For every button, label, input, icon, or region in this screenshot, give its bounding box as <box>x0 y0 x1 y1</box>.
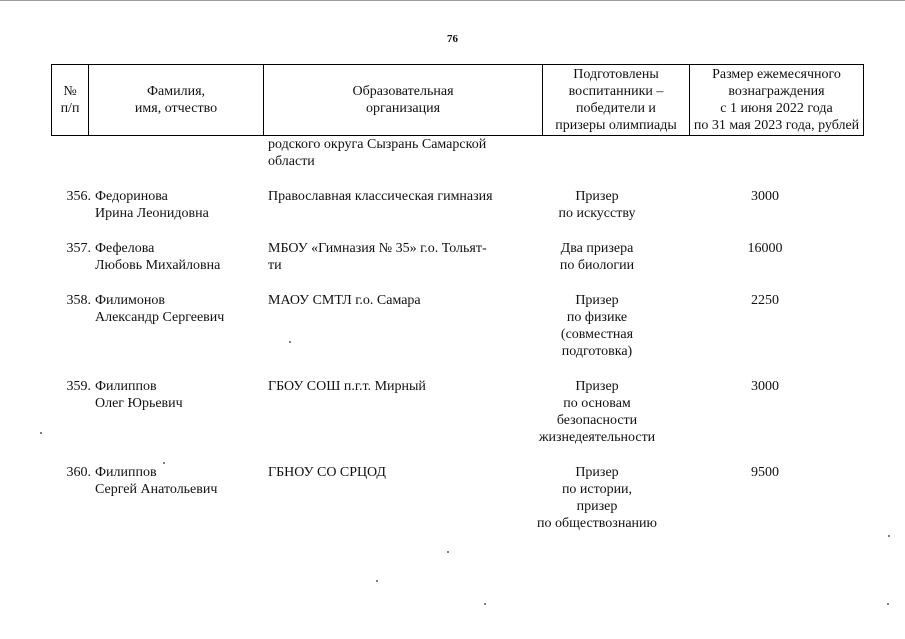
header-organization-line: Образовательная <box>352 84 454 99</box>
award-line: Призер <box>575 465 619 480</box>
award-line: подготовка) <box>561 344 633 359</box>
row-number: 359. <box>66 379 91 394</box>
surname: Филимонов <box>95 293 165 308</box>
page-number: 76 <box>447 33 458 45</box>
row-organization <box>268 240 520 274</box>
row-name <box>95 464 265 498</box>
header-award-line: победители и <box>576 101 656 116</box>
award-line: по истории, <box>561 482 633 497</box>
header-award-line: призеры олимпиады <box>555 118 677 133</box>
row-number: 357. <box>66 241 91 256</box>
award-line: Два призера <box>560 241 634 256</box>
scan-speck <box>40 432 42 434</box>
surname: Филиппов <box>95 465 157 480</box>
header-award <box>543 65 690 136</box>
surname: Филиппов <box>95 379 157 394</box>
row-amount: 2250 <box>751 293 779 308</box>
scan-speck <box>376 580 378 582</box>
row-award <box>527 292 667 360</box>
organization-line: ГБОУ СОШ п.г.т. Мирный <box>268 379 426 394</box>
header-award-line: воспитанники – <box>568 84 664 99</box>
header-amount-line: вознаграждения <box>728 84 825 99</box>
award-line: (совместная <box>560 327 634 342</box>
row-award <box>527 378 667 446</box>
scan-speck <box>163 462 165 464</box>
award-line: безопасности <box>556 413 638 428</box>
row-number: 360. <box>66 465 91 480</box>
given-names: Сергей Анатольевич <box>95 482 218 497</box>
row-number: 356. <box>66 189 91 204</box>
award-line: Призер <box>575 189 619 204</box>
given-names: Александр Сергеевич <box>95 310 225 325</box>
organization-line: ГБНОУ СО СРЦОД <box>268 465 386 480</box>
organization-line: Православная классическая гимназия <box>268 189 493 204</box>
header-award-line: Подготовлены <box>573 67 659 82</box>
row-award <box>527 464 667 532</box>
row-award <box>527 188 667 222</box>
row-amount: 16000 <box>747 241 783 256</box>
row-amount: 9500 <box>751 465 779 480</box>
header-number-line: № <box>63 84 77 99</box>
continued-organization-text <box>268 136 520 170</box>
row-number: 358. <box>66 293 91 308</box>
table-header <box>51 64 864 136</box>
scan-speck <box>887 603 889 605</box>
continued-line: области <box>268 154 315 169</box>
header-name <box>89 65 264 136</box>
row-amount: 3000 <box>751 189 779 204</box>
header-name-line: имя, отчество <box>134 101 218 116</box>
row-organization <box>268 292 520 309</box>
award-line: по физике <box>566 310 628 325</box>
organization-line: ти <box>268 258 282 273</box>
surname: Фефелова <box>95 241 155 256</box>
award-line: по основам <box>563 396 631 411</box>
row-name <box>95 188 265 222</box>
row-amount: 3000 <box>751 379 779 394</box>
row-organization <box>268 188 520 205</box>
header-number-line: п/п <box>60 101 80 116</box>
header-amount-line: Размер ежемесячного <box>712 67 841 82</box>
row-award <box>527 240 667 274</box>
award-line: по искусству <box>558 206 636 221</box>
row-name <box>95 240 265 274</box>
organization-line: МБОУ «Гимназия № 35» г.о. Тольят- <box>268 241 487 256</box>
award-line: по обществознанию <box>537 516 657 531</box>
scan-speck <box>484 603 486 605</box>
scan-speck <box>289 341 291 343</box>
header-name-line: Фамилия, <box>146 84 206 99</box>
header-amount-line: с 1 июня 2022 года <box>720 101 833 116</box>
continued-line: родского округа Сызрань Самарской <box>268 137 487 152</box>
given-names: Любовь Михайловна <box>95 258 221 273</box>
scan-speck <box>447 551 449 553</box>
header-organization <box>264 65 543 136</box>
award-line: Призер <box>575 293 619 308</box>
organization-line: МАОУ СМТЛ г.о. Самара <box>268 293 421 308</box>
row-organization <box>268 464 520 481</box>
award-line: по биологии <box>559 258 635 273</box>
header-amount-line: по 31 мая 2023 года, рублей <box>693 118 860 133</box>
given-names: Олег Юрьевич <box>95 396 183 411</box>
header-amount <box>690 65 864 136</box>
header-organization-line: организация <box>365 101 441 116</box>
award-line: призер <box>576 499 618 514</box>
row-name <box>95 378 265 412</box>
page-top-edge <box>0 0 905 1</box>
given-names: Ирина Леонидовна <box>95 206 209 221</box>
award-line: Призер <box>575 379 619 394</box>
row-name <box>95 292 265 326</box>
scan-speck <box>888 535 890 537</box>
header-number <box>52 65 89 136</box>
row-organization <box>268 378 520 395</box>
award-line: жизнедеятельности <box>538 430 656 445</box>
surname: Федоринова <box>95 189 168 204</box>
